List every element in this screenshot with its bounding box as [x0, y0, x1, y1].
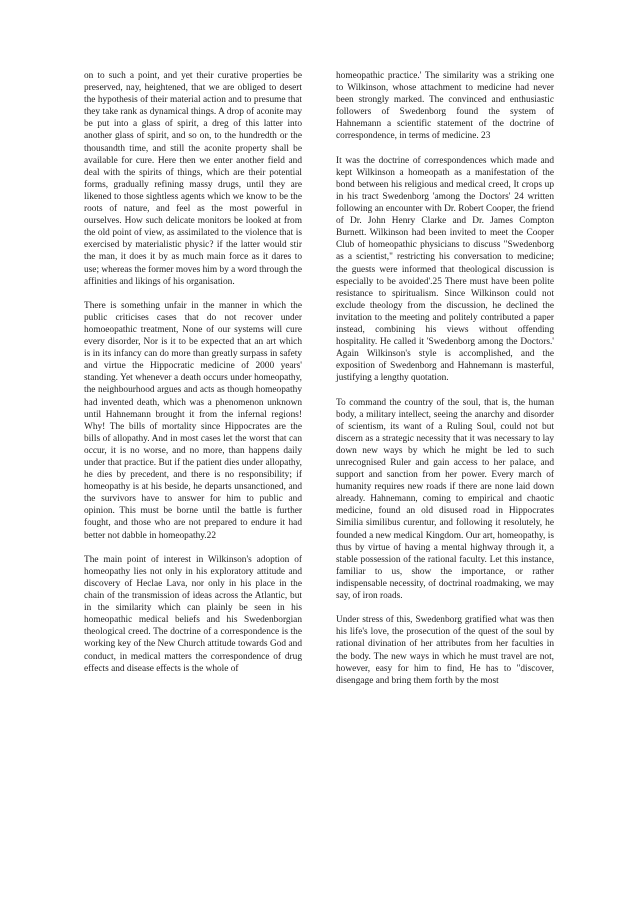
paragraph: There is something unfair in the manner in which the public criticises cases that do not recover under homoeopathic treatment, None of our systems will cure every disorder, Nor is it to be expected that an art which is in its infancy can do more than greatly surpass in safety and virtue the Hippocratic medicine of 2000 years' standing. Yet whenever a death occurs under homeopathy, the neighbourhood argues and acts as though homeopathy had invented death, which was a phenomenon unknown until Hahnemann brought it from the infernal regions! Why! The bills of mortality since Hippocrates are the bills of allopathy. And in most cases let the worst that can occur, it is no worse, and no more, than happens daily under that practice. But if the patient dies under allopathy, he dies by precedent, and there is no responsibility; if homeopathy is at his beside, he departs unsanctioned, and the survivors have to answer for him to public and opinion. This must be borne until the battle is further fought, and those who are not prepared to endure it had better not dabble in homeopathy.22 [84, 300, 302, 541]
left-column [84, 70, 302, 675]
paragraph: The main point of interest in Wilkinson's adoption of homeopathy lies not only in his exploratory attitude and discovery of Heclae Lava, nor only in his place in the chain of the transmission of ideas across the Atlantic, but in the similarity which can plainly be seen in his homeopathic medical beliefs and his Swedenborgian theological creed. The doctrine of a correspondence is the working key of the New Church attitude towards God and conduct, in medical matters the correspondence of drug effects and disease effects is the whole of [84, 554, 302, 674]
paragraph: Under stress of this, Swedenborg gratified what was then his life's love, the prosecution of the quest of the soul by rational divination of her attributes from her faculties in the body. The new ways in which he must travel are not, however, easy for him to find, He has to "discover, disengage and bring them forth by the most [336, 615, 554, 686]
paragraph: It was the doctrine of correspondences which made and kept Wilkinson a homeopath as a manifestation of the bond between his religious and medical creed, It crops up in his tract Swedenborg 'among the Doctors' 24 written following an encounter with Dr. Robert Cooper, the friend of Dr. John Henry Clarke and Dr. James Compton Burnett. Wilkinson had been invited to meet the Cooper Club of homeopathic physicians to discuss "Swedenborg as a scientist," restricting his conversation to medicine; the guests were informed that theological discussion is especially to be avoided'.25 There must have been polite resistance to spiritualism. Since Wilkinson could not exclude theology from the discussion, he declined the invitation to the meeting and politely contributed a paper instead, combining his views without offending hospitality. He called it 'Swedenborg among the Doctors.' Again Wilkinson's style is accomplished, and the exposition of Swedenborg and Hahnemann is masterful, justifying a lengthy quotation. [336, 155, 554, 384]
paragraph: homeopathic practice.' The similarity was a striking one to Wilkinson, whose attachment to medicine had never been strongly marked. The convinced and enthusiastic followers of Swedenborg found the system of Hahnemann a scientific statement of the doctrine of correspondence, in terms of medicine. 23 [336, 71, 554, 142]
right-column [336, 70, 554, 687]
paragraph: To command the country of the soul, that is, the human body, a military intellect, seeing the anarchy and disorder of scientism, its want of a Ruling Soul, could not but discern as a strategic necessity that it was necessary to lay down new ways by which he might be led to such unrecognised Ruler and gain access to her palace, and support and sanction from her power. Every march of humanity requires new roads if there are none laid down already. Hahnemann, coming to empirical and chaotic medicine, found an old disused road in Hippocrates Similia similibus curentur, and following it resolutely, he founded a new medical Kingdom. Our art, homeopathy, is thus by virtue of having a mental highway through it, a stable possession of the rational faculty. Let this instance, familiar to us, show the importance, or rather indispensable necessity, of doctrinal roadmaking, we may say, of iron roads. [336, 397, 554, 602]
paragraph: on to such a point, and yet their curative properties be preserved, nay, heightened, that we are obliged to desert the hypothesis of their material action and to presume that they take rank as dynamical things. A drop of aconite may be put into a glass of spirit, a dreg of this latter into another glass of spirit, and so on, to the hundredth or the thousandth time, and still the aconite property shall be available for cure. Here then we enter another field and deal with the spirits of things, which are their potential forms, gradually refining massy drugs, until they are likened to those sightless agents which we know to be the roots of nature, and feel as the most powerful in ourselves. How such delicate monitors be looked at from the old point of view, as assimilated to the violence that is exercised by materialistic physic? if the latter would stir the man, it does it by as much main force as it dares to use; whereas the former moves him by a word through the affinities and likings of his organisation. [84, 71, 302, 287]
